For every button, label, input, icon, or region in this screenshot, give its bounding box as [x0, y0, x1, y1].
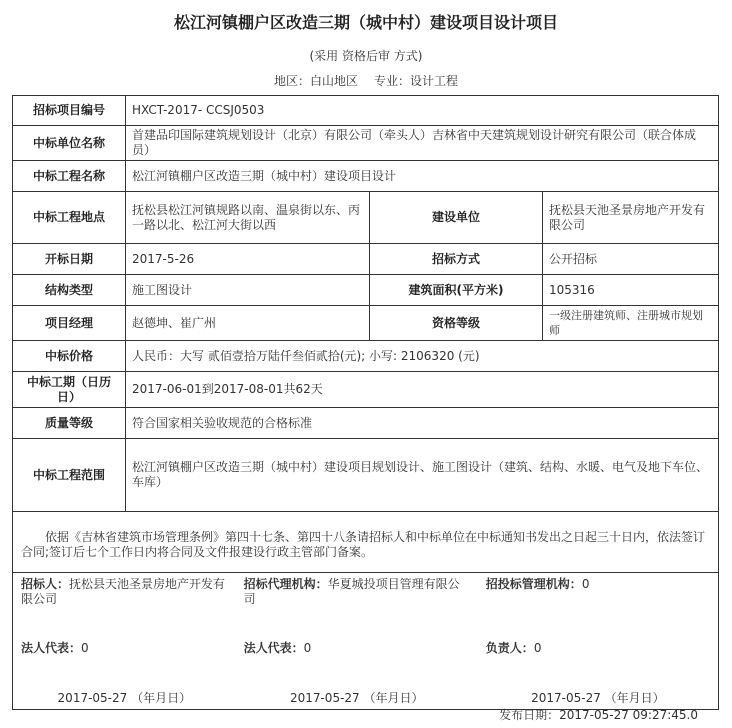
authority-label: 招投标管理机构： — [485, 577, 582, 591]
authority-rep-label: 负责人： — [485, 641, 534, 655]
struct-label: 结构类型 — [13, 275, 126, 306]
authority-value: 0 — [581, 577, 590, 591]
tenderer-block — [13, 573, 236, 709]
region-label: 地区： — [273, 74, 310, 88]
area-value: 105316 — [543, 275, 719, 306]
location-label: 中标工程地点 — [13, 192, 126, 244]
price-label: 中标价格 — [13, 341, 126, 372]
agency-date: 2017-05-27 （年月日） — [289, 691, 424, 705]
period-label: 中标工期（日历日） — [13, 372, 126, 408]
qual-label: 资格等级 — [370, 306, 543, 341]
project-label: 中标工程名称 — [13, 161, 126, 192]
build-unit-value: 抚松县天池圣景房地产开发有限公司 — [543, 192, 719, 244]
build-unit-label: 建设单位 — [370, 192, 543, 244]
major-value: 设计工程 — [410, 74, 459, 88]
manager-value: 赵德坤、崔广州 — [126, 306, 370, 341]
scope-value: 松江河镇棚户区改造三期（城中村）建设项目规划设计、施工图设计（建筑、结构、水暖、电气及地下车位、车库） — [126, 439, 719, 512]
price-value: 人民币：大写 贰佰壹拾万陆仟叁佰贰拾(元); 小写: 2106320 (元) — [126, 341, 719, 372]
publish-date: 发布日期：2017-05-27 09:27:45.0 — [499, 708, 698, 722]
period-value: 2017-06-01到2017-08-01共62天 — [126, 372, 719, 408]
tenderer-date: 2017-05-27 （年月日） — [57, 691, 192, 705]
agency-rep-label: 法人代表： — [243, 641, 304, 655]
winner-label: 中标单位名称 — [13, 126, 126, 161]
project-value: 松江河镇棚户区改造三期（城中村）建设项目设计 — [126, 161, 719, 192]
scope-label: 中标工程范围 — [13, 439, 126, 512]
award-table — [12, 95, 719, 710]
region-line — [0, 72, 732, 89]
bid-no-value: HXCT-2017- CCSJ0503 — [126, 96, 719, 126]
open-date-label: 开标日期 — [13, 244, 126, 275]
agency-block — [236, 573, 478, 709]
struct-value: 施工图设计 — [126, 275, 370, 306]
tenderer-label: 招标人： — [21, 577, 70, 591]
quality-label: 质量等级 — [13, 408, 126, 439]
tenderer-value: 抚松县天池圣景房地产开发有限公司 — [21, 577, 226, 606]
open-date-value: 2017-5-26 — [126, 244, 370, 275]
region-value: 白山地区 — [309, 74, 358, 88]
authority-date: 2017-05-27 （年月日） — [531, 691, 665, 705]
authority-rep-value: 0 — [533, 641, 542, 655]
agency-label: 招标代理机构： — [243, 577, 328, 591]
location-value: 抚松县松江河镇规路以南、温泉街以东、丙一路以北、松江河大街以西 — [126, 192, 370, 244]
authority-block — [478, 573, 718, 709]
quality-value: 符合国家相关验收规范的合格标准 — [126, 408, 719, 439]
bid-mode: (采用 资格后审 方式) — [309, 49, 423, 63]
bid-no-label: 招标项目编号 — [13, 96, 126, 126]
manager-label: 项目经理 — [13, 306, 126, 341]
notice-text: 依据《吉林省建筑市场管理条例》第四十七条、第四十八条请招标人和中标单位在中标通知书发出之日起三十日内，依法签订合同;签订后七个工作日内将合同及文件报建设行政主管部门备案。 — [13, 512, 719, 573]
page-title: 松江河镇棚户区改造三期（城中村）建设项目设计项目 — [173, 13, 558, 32]
major-label: 专业： — [374, 74, 411, 88]
area-label: 建筑面积(平方米) — [370, 275, 543, 306]
agency-rep-value: 0 — [303, 641, 312, 655]
tenderer-rep-value: 0 — [81, 641, 89, 655]
method-value: 公开招标 — [543, 244, 719, 275]
agency-value: 华夏城投项目管理有限公司 — [243, 577, 460, 606]
tenderer-rep-label: 法人代表： — [21, 641, 82, 655]
winner-value: 首建品印国际建筑规划设计（北京）有限公司（牵头人）吉林省中天建筑规划设计研究有限公司（联合体成员） — [126, 126, 719, 161]
method-label: 招标方式 — [370, 244, 543, 275]
qual-value: 一级注册建筑师、注册城市规划师 — [543, 306, 719, 341]
